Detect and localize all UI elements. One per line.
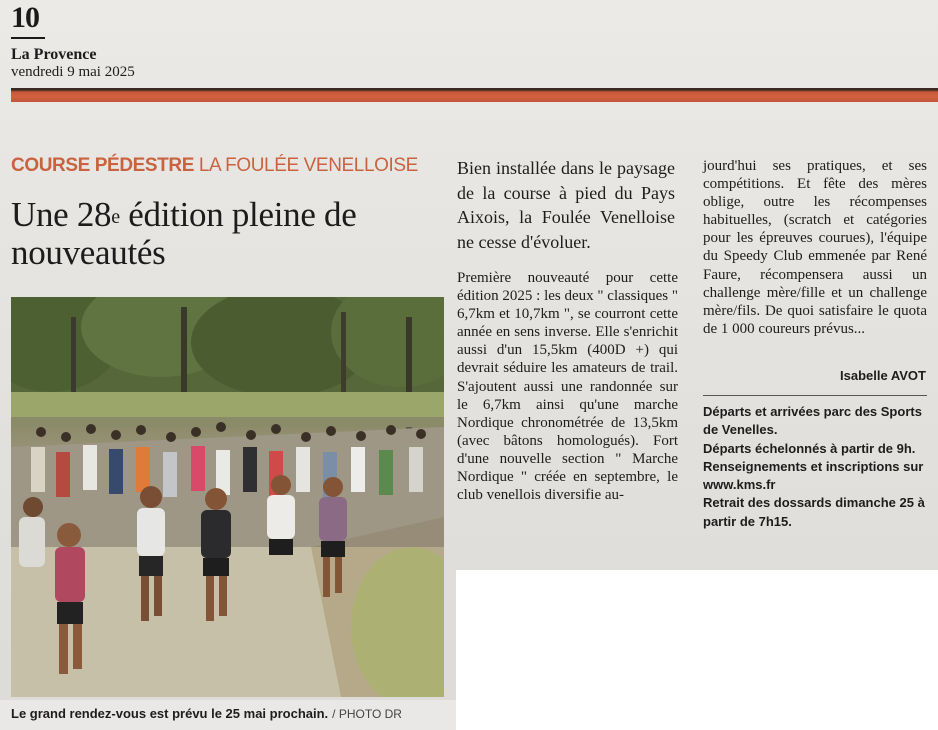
article-kicker bbox=[11, 154, 418, 178]
caption-text: Le grand rendez-vous est prévu le 25 mai prochain. bbox=[11, 706, 329, 721]
headline-superscript: e bbox=[111, 206, 120, 228]
blank-area bbox=[456, 570, 938, 730]
photo-credit: / PHOTO DR bbox=[332, 707, 402, 721]
publication-date: vendredi 9 mai 2025 bbox=[11, 64, 135, 80]
headline-suffix: édition pleine de nouveautés bbox=[11, 195, 357, 272]
article-body-column-1: Première nouveauté pour cette édition 2025 : les deux " classiques " 6,7km et 10,7km ", se courront cette année en sens inverse. Elle s'enrichit aussi d'un 15,5km (400D +) qui devrait séduire les amateurs de trail. S'ajoutent aussi une randonnée sur le 6,7km ainsi qu'une marche Nordique chronométrée de 13,5km (avec bâtons homologués). Fort d'une nouvelle section " Marche Nordique " créée en septembre, le club venellois diversifie au- bbox=[457, 270, 678, 504]
section-rule bbox=[11, 88, 938, 102]
kicker-topic: LA FOULÉE VENELLOISE bbox=[198, 155, 418, 176]
info-line: Retrait des dossards dimanche 25 à partir de 7h15. bbox=[703, 495, 925, 529]
photo-caption bbox=[11, 705, 402, 723]
race-photo bbox=[11, 297, 444, 697]
runners-illustration bbox=[11, 297, 444, 697]
info-line: Départs et arrivées parc des Sports de Venelles. bbox=[703, 404, 922, 438]
info-box-rule bbox=[703, 395, 927, 396]
article-headline bbox=[11, 196, 451, 272]
article-body-column-2: jourd'hui ses pratiques, et ses compétitions. Et fête des mères oblige, outre les récompenses habituelles, (scratch et catégories pour les épreuves courues), l'équipe du Speedy Club emmenée par René Faure, récompensera aussi un challenge mère/fille et un challenge mère/fils. De quoi satisfaire le quota de 1 000 coureurs prévus... bbox=[703, 158, 927, 337]
info-line: Renseignements et inscriptions sur www.kms.fr bbox=[703, 458, 924, 493]
page-number-underline bbox=[11, 37, 45, 39]
page-number: 10 bbox=[11, 1, 39, 34]
practical-info-box bbox=[703, 403, 929, 531]
info-line: Départs échelonnés à partir de 9h. bbox=[703, 440, 916, 456]
newspaper-name: La Provence bbox=[11, 46, 97, 63]
article-lead: Bien installée dans le paysage de la course à pied du Pays Aixois, la Foulée Venelloise ne cesse d'évoluer. bbox=[457, 158, 675, 252]
kicker-section: COURSE PÉDESTRE bbox=[11, 155, 194, 176]
article-author: Isabelle AVOT bbox=[840, 368, 926, 383]
headline-prefix: Une 28 bbox=[11, 195, 112, 234]
